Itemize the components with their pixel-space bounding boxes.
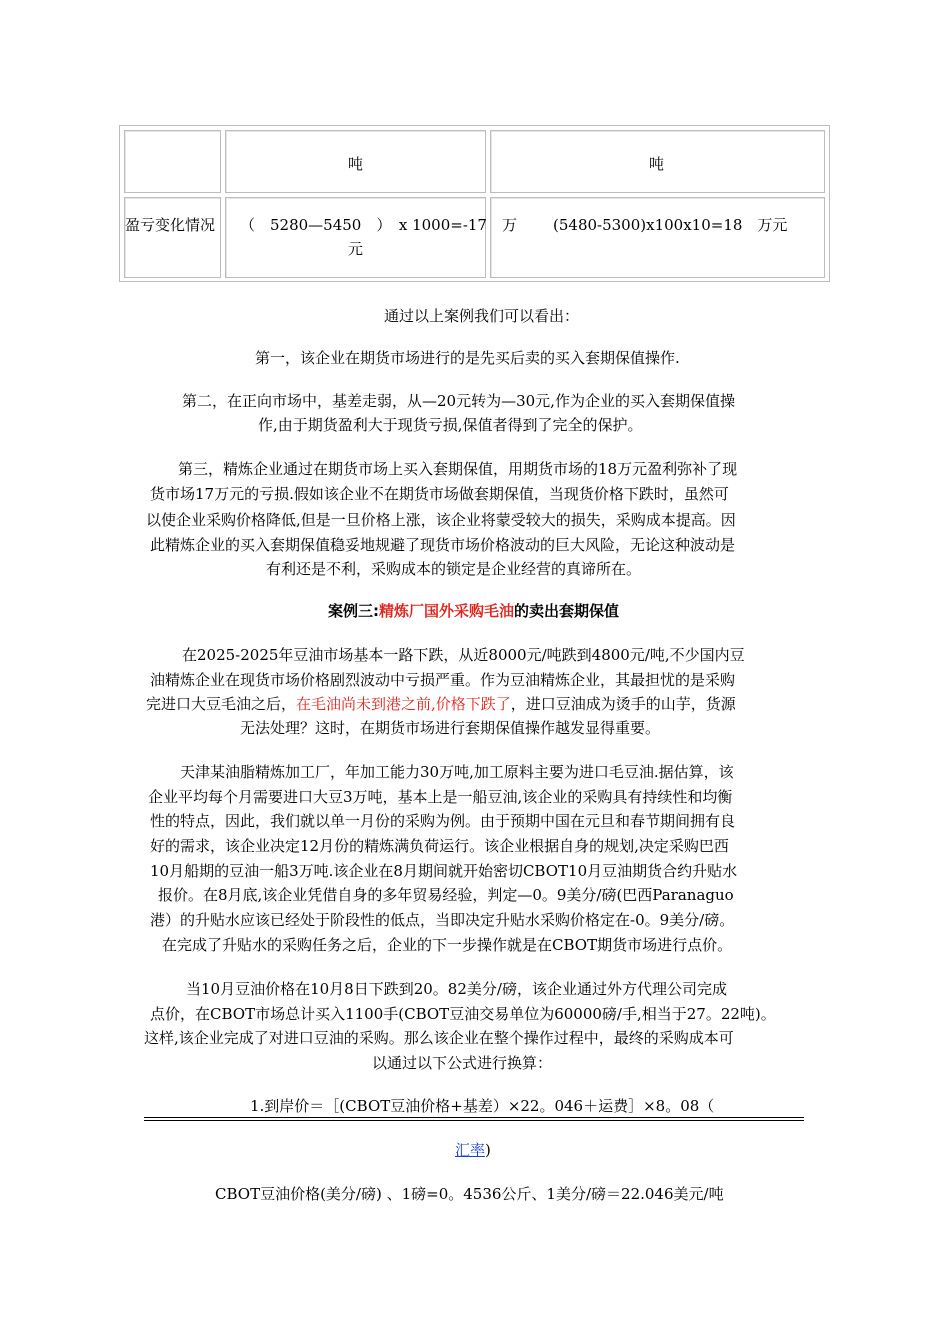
tianjin-line: 港）的升贴水应该已经处于阶段性的低点，当即决定升贴水采购价格定在-0。9美分/磅。	[150, 911, 735, 929]
tianjin-line: 在完成了升贴水的采购任务之后，企业的下一步操作就是在CBOT期货市场进行点价。	[162, 936, 733, 954]
exchange-rate-link[interactable]: 汇率	[455, 1141, 486, 1159]
formula-line: 1.到岸价＝［(CBOT豆油价格+基差）×22。046＋运费］×8。08（	[250, 1097, 715, 1115]
case3-intro-line: 无法处理？这时，在期货市场进行套期保值操作越发显得重要。	[240, 719, 661, 737]
table-cell-pl-label	[124, 197, 221, 278]
para-third-line: 以使企业采购价格降低,但是一旦价格上涨，该企业将蒙受较大的损失，采购成本提高。因	[146, 511, 736, 529]
oct-line: 这样,该企业完成了对进口豆油的采购。那么该企业在整个操作过程中，最终的采购成本可	[144, 1029, 734, 1047]
formula-close: )	[485, 1141, 491, 1159]
tianjin-line: 10月船期的豆油一船3万吨.该企业在8月期间就开始密切CBOT10月豆油期货合约升贴水	[150, 862, 738, 880]
case3-intro-line	[146, 694, 736, 714]
para-third-line: 有利还是不利，采购成本的锁定是企业经营的真谛所在。	[266, 560, 642, 578]
table-cell-empty	[124, 130, 221, 193]
oct-line: 以通过以下公式进行换算：	[372, 1054, 553, 1072]
case3-intro-line: 在2025-2025年豆油市场基本一路下跌，从近8000元/吨跌到4800元/吨,不少国内豆	[182, 646, 745, 664]
formula-continuation	[455, 1140, 491, 1160]
tianjin-line: 企业平均每个月需要进口大豆3万吨，基本上是一船豆油,该企业的采购具有持续性和均衡	[148, 788, 733, 806]
futures-pl-text: (5480-5300)x100x10=18 万元	[553, 216, 788, 234]
case3-intro-text: 完进口大豆毛油之后，	[146, 695, 297, 713]
conversion-line: CBOT豆油价格(美分/磅) 、1磅=0。4536公斤、1美分/磅＝22.046美元/吨	[215, 1185, 724, 1203]
case3-suffix: 的卖出套期保值	[514, 602, 620, 620]
para-first: 第一，该企业在期货市场进行的是先买后卖的买入套期保值操作.	[255, 349, 680, 367]
case3-intro-line: 油精炼企业在现货市场价格剧烈波动中亏损严重。作为豆油精炼企业，其最担忧的是采购	[150, 671, 736, 689]
spot-unit-text: 吨	[348, 155, 364, 173]
pl-label-text: 盈亏变化情况	[125, 216, 216, 234]
para-third-line: 第三，精炼企业通过在期货市场上买入套期保值，用期货市场的18万元盈利弥补了现	[178, 460, 738, 478]
tianjin-line: 性的特点，因此，我们就以单一月份的采购为例。由于预期中国在元旦和春节期间拥有良	[150, 812, 736, 830]
case3-heading	[328, 601, 619, 621]
para-third-line: 此精炼企业的买入套期保值稳妥地规避了现货市场价格波动的巨大风险，无论这种波动是	[150, 536, 736, 554]
table-cell-spot-pl	[225, 197, 517, 278]
para-intro: 通过以上案例我们可以看出：	[384, 307, 580, 325]
para-second-line: 作,由于期货盈利大于现货亏损,保值者得到了完全的保护。	[258, 416, 643, 434]
case3-intro-red: 在毛油尚未到港之前,价格下跌了	[296, 695, 511, 713]
spot-pl-line1: （ 5280—5450 ） x 1000=-17 万	[240, 216, 517, 234]
case3-intro-text: ，进口豆油成为烫手的山芋，货源	[510, 695, 736, 713]
divider	[144, 1117, 804, 1121]
table-cell-futures-pl	[490, 197, 825, 278]
spot-pl-line2: 元	[348, 240, 364, 258]
pl-table	[119, 125, 830, 282]
para-third-line: 货市场17万元的亏损.假如该企业不在期货市场做套期保值，当现货价格下跌时，虽然可	[150, 485, 729, 503]
tianjin-line: 报价。在8月底,该企业凭借自身的多年贸易经验，判定—0。9美分/磅(巴西Paranaguo	[158, 886, 734, 904]
table-cell-spot-unit	[225, 130, 486, 193]
oct-line: 点价，在CBOT市场总计买入1100手(CBOT豆油交易单位为60000磅/手,相当于27。22吨)。	[150, 1005, 776, 1023]
case3-highlight: 精炼厂国外采购毛油	[379, 602, 515, 620]
table-cell-futures-unit	[490, 130, 825, 193]
tianjin-line: 好的需求，该企业决定12月份的精炼满负荷运行。该企业根据自身的规划,决定采购巴西	[150, 837, 729, 855]
oct-line: 当10月豆油价格在10月8日下跌到20。82美分/磅，该企业通过外方代理公司完成	[186, 980, 727, 998]
futures-unit-text: 吨	[649, 155, 665, 173]
para-second-line: 第二，在正向市场中，基差走弱，从—20元转为—30元,作为企业的买入套期保值操	[182, 392, 735, 410]
case3-prefix: 案例三:	[328, 602, 379, 620]
tianjin-line: 天津某油脂精炼加工厂，年加工能力30万吨,加工原料主要为进口毛豆油.据估算，该	[180, 763, 734, 781]
